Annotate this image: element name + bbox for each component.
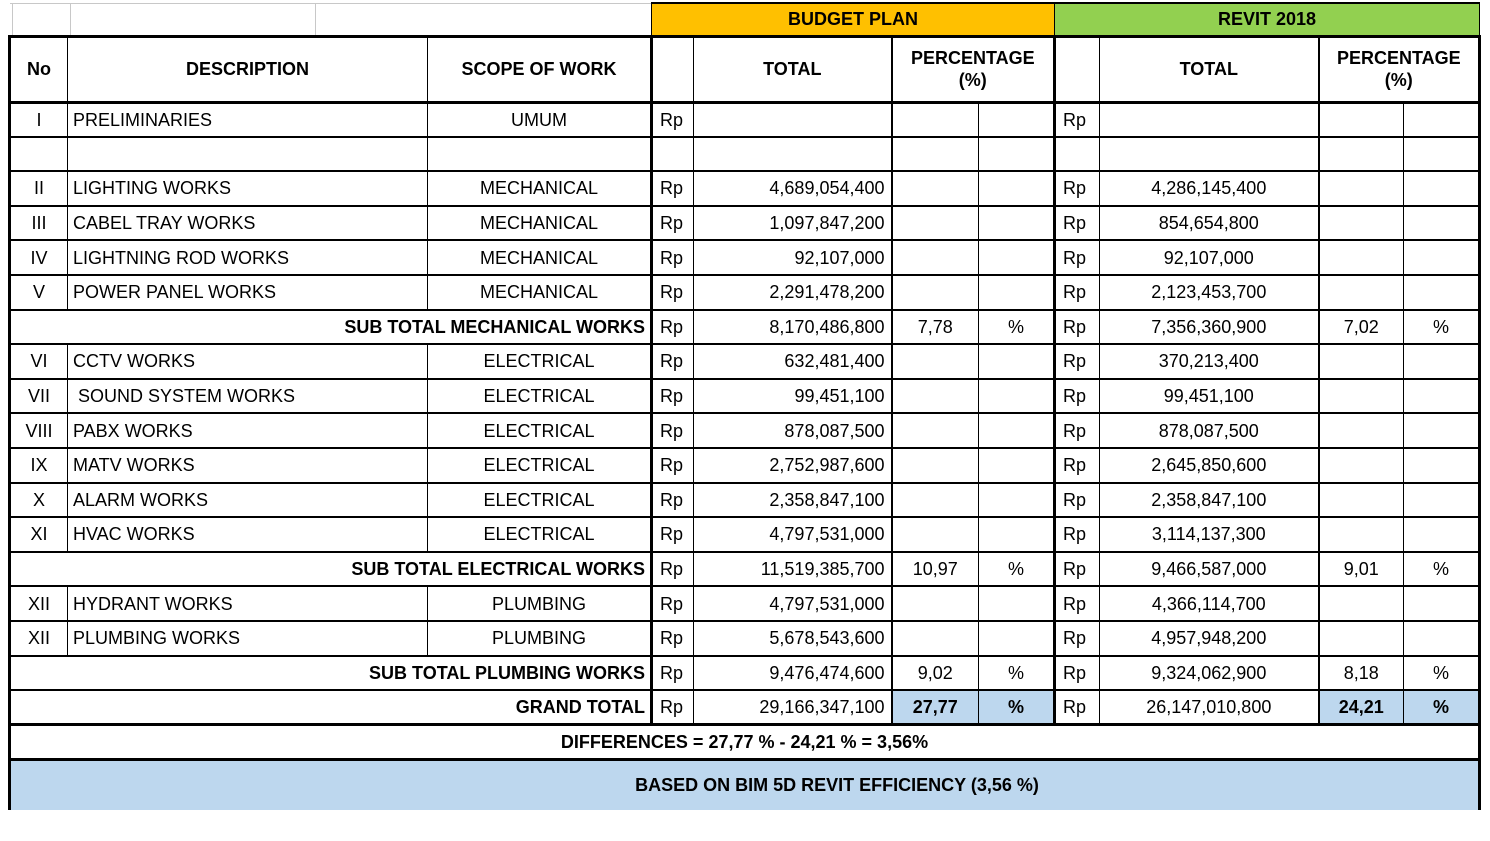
description-cell: PLUMBING WORKS [68, 621, 428, 656]
revit-total-cell: 4,366,114,700 [1100, 586, 1319, 621]
description-cell: LIGHTNING ROD WORKS [68, 240, 428, 275]
revit-percent-sign-cell: % [1404, 690, 1480, 725]
revit-percent-sign-cell [1404, 621, 1480, 656]
revit-currency-cell: Rp [1055, 656, 1100, 691]
table-row [10, 448, 1480, 483]
table-row [10, 413, 1480, 448]
budget-total-cell: 1,097,847,200 [694, 206, 892, 241]
budget-percent-sign-cell [979, 137, 1055, 172]
budget-currency-cell: Rp [652, 171, 694, 206]
revit-total-cell: 2,358,847,100 [1100, 483, 1319, 518]
budget-percentage-cell [892, 483, 979, 518]
revit-percentage-column-header: PERCENTAGE (%) [1319, 36, 1480, 102]
revit-total-cell: 4,286,145,400 [1100, 171, 1319, 206]
footer-banner-row [10, 760, 1480, 810]
revit-total-cell: 878,087,500 [1100, 413, 1319, 448]
revit-percent-sign-cell [1404, 240, 1480, 275]
budget-percentage-cell [892, 586, 979, 621]
revit-total-cell: 9,466,587,000 [1100, 552, 1319, 587]
revit-percentage-cell: 24,21 [1319, 690, 1404, 725]
no-cell: IV [10, 240, 68, 275]
budget-currency-cell: Rp [652, 413, 694, 448]
table-row [10, 621, 1480, 656]
description-cell: MATV WORKS [68, 448, 428, 483]
scope-cell: UMUM [428, 102, 652, 137]
revit-currency-cell: Rp [1055, 275, 1100, 310]
budget-total-cell: 8,170,486,800 [694, 310, 892, 345]
budget-percentage-cell: 27,77 [892, 690, 979, 725]
revit-percent-sign-cell [1404, 137, 1480, 172]
budget-total-cell: 11,519,385,700 [694, 552, 892, 587]
table-row [10, 275, 1480, 310]
revit-percentage-cell [1319, 379, 1404, 414]
revit-percentage-cell [1319, 621, 1404, 656]
table-row [10, 171, 1480, 206]
revit-percentage-cell [1319, 586, 1404, 621]
budget-currency-cell: Rp [652, 690, 694, 725]
no-column-header: No [10, 36, 68, 102]
revit-percent-sign-cell [1404, 379, 1480, 414]
scope-cell: ELECTRICAL [428, 344, 652, 379]
budget-currency-cell: Rp [652, 206, 694, 241]
revit-percent-sign-cell [1404, 413, 1480, 448]
revit-percent-sign-cell [1404, 344, 1480, 379]
revit-percentage-cell [1319, 137, 1404, 172]
revit-currency-cell: Rp [1055, 310, 1100, 345]
description-cell: SOUND SYSTEM WORKS [68, 379, 428, 414]
budget-percentage-column-header: PERCENTAGE (%) [892, 36, 1055, 102]
budget-currency-cell: Rp [652, 102, 694, 137]
spreadsheet-empty-area [10, 3, 652, 36]
scope-cell: ELECTRICAL [428, 379, 652, 414]
revit-currency-cell: Rp [1055, 586, 1100, 621]
budget-percentage-cell [892, 621, 979, 656]
budget-currency-cell: Rp [652, 240, 694, 275]
revit-percentage-cell: 7,02 [1319, 310, 1404, 345]
budget-currency-cell: Rp [652, 621, 694, 656]
revit-percentage-cell [1319, 448, 1404, 483]
description-column-header: DESCRIPTION [68, 36, 428, 102]
revit-percentage-cell [1319, 344, 1404, 379]
revit-percent-sign-cell [1404, 102, 1480, 137]
subtotal-row [10, 310, 1480, 345]
scope-cell: ELECTRICAL [428, 448, 652, 483]
revit-total-cell: 854,654,800 [1100, 206, 1319, 241]
budget-total-cell: 5,678,543,600 [694, 621, 892, 656]
revit-total-cell [1100, 137, 1319, 172]
description-cell: HVAC WORKS [68, 517, 428, 552]
budget-percentage-cell [892, 275, 979, 310]
scope-cell: PLUMBING [428, 586, 652, 621]
description-cell: ALARM WORKS [68, 483, 428, 518]
revit-percent-sign-cell [1404, 206, 1480, 241]
subtotal-row [10, 552, 1480, 587]
no-cell: XII [10, 621, 68, 656]
revit-currency-cell: Rp [1055, 102, 1100, 137]
budget-percentage-cell [892, 517, 979, 552]
description-cell: CCTV WORKS [68, 344, 428, 379]
budget-percent-sign-cell [979, 171, 1055, 206]
description-cell: LIGHTING WORKS [68, 171, 428, 206]
section-label-cell: SUB TOTAL ELECTRICAL WORKS [10, 552, 652, 587]
scope-cell: ELECTRICAL [428, 413, 652, 448]
budget-total-cell: 29,166,347,100 [694, 690, 892, 725]
section-label-cell: SUB TOTAL MECHANICAL WORKS [10, 310, 652, 345]
budget-total-cell: 4,797,531,000 [694, 517, 892, 552]
differences-text: DIFFERENCES = 27,77 % - 24,21 % = 3,56% [10, 725, 1480, 760]
budget-percentage-cell [892, 102, 979, 137]
budget-plan-header: BUDGET PLAN [652, 3, 1055, 36]
scope-column-header: SCOPE OF WORK [428, 36, 652, 102]
budget-total-cell: 4,797,531,000 [694, 586, 892, 621]
revit-total-column-header: TOTAL [1100, 36, 1319, 102]
revit-percent-sign-cell: % [1404, 310, 1480, 345]
revit-currency-cell: Rp [1055, 344, 1100, 379]
budget-currency-cell: Rp [652, 310, 694, 345]
budget-total-cell [694, 102, 892, 137]
budget-percent-sign-cell [979, 413, 1055, 448]
revit-currency-cell: Rp [1055, 206, 1100, 241]
budget-total-cell: 2,358,847,100 [694, 483, 892, 518]
budget-percent-sign-cell: % [979, 656, 1055, 691]
budget-percentage-cell [892, 206, 979, 241]
no-cell: I [10, 102, 68, 137]
scope-cell: ELECTRICAL [428, 483, 652, 518]
budget-currency-cell: Rp [652, 552, 694, 587]
budget-percent-sign-cell: % [979, 552, 1055, 587]
no-cell: VIII [10, 413, 68, 448]
budget-total-column-header: TOTAL [694, 36, 892, 102]
no-cell: X [10, 483, 68, 518]
budget-currency-cell: Rp [652, 483, 694, 518]
differences-row [10, 725, 1480, 760]
budget-percentage-cell [892, 137, 979, 172]
revit-percent-sign-cell [1404, 448, 1480, 483]
table-body [10, 102, 1480, 725]
revit-percent-sign-cell [1404, 483, 1480, 518]
revit-total-cell: 2,645,850,600 [1100, 448, 1319, 483]
subtotal-row [10, 656, 1480, 691]
revit-total-cell: 3,114,137,300 [1100, 517, 1319, 552]
scope-cell: PLUMBING [428, 621, 652, 656]
budget-percent-sign-cell [979, 240, 1055, 275]
revit-percentage-cell [1319, 413, 1404, 448]
revit-total-cell: 2,123,453,700 [1100, 275, 1319, 310]
revit-currency-cell: Rp [1055, 413, 1100, 448]
revit-currency-cell: Rp [1055, 621, 1100, 656]
table-footer [10, 725, 1480, 810]
revit-currency-cell: Rp [1055, 552, 1100, 587]
revit-currency-cell: Rp [1055, 483, 1100, 518]
revit-percent-sign-cell [1404, 517, 1480, 552]
revit-total-cell: 4,957,948,200 [1100, 621, 1319, 656]
scope-cell: MECHANICAL [428, 275, 652, 310]
revit-percentage-cell [1319, 171, 1404, 206]
revit-currency-cell: Rp [1055, 240, 1100, 275]
revit-currency-cell: Rp [1055, 448, 1100, 483]
table-row [10, 483, 1480, 518]
budget-total-cell: 878,087,500 [694, 413, 892, 448]
budget-percent-sign-cell [979, 517, 1055, 552]
budget-currency-cell: Rp [652, 379, 694, 414]
section-label-cell: SUB TOTAL PLUMBING WORKS [10, 656, 652, 691]
table-row [10, 586, 1480, 621]
budget-total-cell: 92,107,000 [694, 240, 892, 275]
revit-percentage-cell [1319, 483, 1404, 518]
description-cell: PRELIMINARIES [68, 102, 428, 137]
revit-currency-cell: Rp [1055, 171, 1100, 206]
budget-percent-sign-cell [979, 275, 1055, 310]
revit-percentage-cell: 9,01 [1319, 552, 1404, 587]
footer-banner-text: BASED ON BIM 5D REVIT EFFICIENCY (3,56 %) [10, 760, 1480, 810]
plan-header-row [10, 3, 1480, 36]
budget-percentage-cell [892, 344, 979, 379]
budget-currency-column-header [652, 36, 694, 102]
revit-currency-cell: Rp [1055, 690, 1100, 725]
description-cell: PABX WORKS [68, 413, 428, 448]
budget-total-cell [694, 137, 892, 172]
revit-percent-sign-cell [1404, 275, 1480, 310]
table-row [10, 240, 1480, 275]
budget-total-cell: 9,476,474,600 [694, 656, 892, 691]
budget-percentage-cell [892, 379, 979, 414]
budget-percentage-cell [892, 448, 979, 483]
budget-percentage-cell [892, 240, 979, 275]
budget-percentage-cell [892, 171, 979, 206]
revit-total-cell [1100, 102, 1319, 137]
table-row [10, 102, 1480, 137]
scope-cell [428, 137, 652, 172]
revit-percent-sign-cell: % [1404, 552, 1480, 587]
revit-total-cell: 92,107,000 [1100, 240, 1319, 275]
revit-percent-sign-cell [1404, 171, 1480, 206]
budget-currency-cell: Rp [652, 275, 694, 310]
budget-total-cell: 2,291,478,200 [694, 275, 892, 310]
revit-currency-column-header [1055, 36, 1100, 102]
budget-currency-cell: Rp [652, 344, 694, 379]
budget-percent-sign-cell [979, 344, 1055, 379]
table-row [10, 344, 1480, 379]
revit-currency-cell: Rp [1055, 379, 1100, 414]
table-row [10, 379, 1480, 414]
scope-cell: MECHANICAL [428, 240, 652, 275]
budget-total-cell: 4,689,054,400 [694, 171, 892, 206]
budget-percentage-cell [892, 413, 979, 448]
revit-currency-cell [1055, 137, 1100, 172]
revit-percent-sign-cell [1404, 586, 1480, 621]
table-row [10, 517, 1480, 552]
budget-percent-sign-cell [979, 448, 1055, 483]
revit-percentage-cell [1319, 206, 1404, 241]
scope-cell: MECHANICAL [428, 206, 652, 241]
budget-percent-sign-cell: % [979, 690, 1055, 725]
scope-cell: MECHANICAL [428, 171, 652, 206]
empty-row [10, 137, 1480, 172]
budget-percent-sign-cell [979, 621, 1055, 656]
budget-currency-cell: Rp [652, 448, 694, 483]
budget-percent-sign-cell: % [979, 310, 1055, 345]
budget-percent-sign-cell [979, 379, 1055, 414]
budget-currency-cell [652, 137, 694, 172]
budget-percentage-cell: 9,02 [892, 656, 979, 691]
budget-currency-cell: Rp [652, 517, 694, 552]
grand-row [10, 690, 1480, 725]
revit-percentage-cell [1319, 275, 1404, 310]
budget-percentage-cell: 10,97 [892, 552, 979, 587]
budget-total-cell: 632,481,400 [694, 344, 892, 379]
scope-cell: ELECTRICAL [428, 517, 652, 552]
revit-percentage-cell: 8,18 [1319, 656, 1404, 691]
revit-total-cell: 370,213,400 [1100, 344, 1319, 379]
budget-comparison-table [8, 2, 1481, 810]
revit-percentage-cell [1319, 240, 1404, 275]
no-cell: II [10, 171, 68, 206]
budget-total-cell: 99,451,100 [694, 379, 892, 414]
revit-2018-header: REVIT 2018 [1055, 3, 1480, 36]
no-cell [10, 137, 68, 172]
no-cell: IX [10, 448, 68, 483]
no-cell: V [10, 275, 68, 310]
revit-total-cell: 9,324,062,900 [1100, 656, 1319, 691]
revit-total-cell: 26,147,010,800 [1100, 690, 1319, 725]
no-cell: XI [10, 517, 68, 552]
no-cell: VI [10, 344, 68, 379]
description-cell: HYDRANT WORKS [68, 586, 428, 621]
description-cell: POWER PANEL WORKS [68, 275, 428, 310]
budget-currency-cell: Rp [652, 656, 694, 691]
budget-percent-sign-cell [979, 586, 1055, 621]
revit-percentage-cell [1319, 102, 1404, 137]
revit-percentage-cell [1319, 517, 1404, 552]
revit-currency-cell: Rp [1055, 517, 1100, 552]
column-header-row [10, 36, 1480, 102]
no-cell: VII [10, 379, 68, 414]
section-label-cell: GRAND TOTAL [10, 690, 652, 725]
revit-total-cell: 99,451,100 [1100, 379, 1319, 414]
description-cell [68, 137, 428, 172]
budget-total-cell: 2,752,987,600 [694, 448, 892, 483]
revit-total-cell: 7,356,360,900 [1100, 310, 1319, 345]
table-row [10, 206, 1480, 241]
budget-percent-sign-cell [979, 206, 1055, 241]
revit-percent-sign-cell: % [1404, 656, 1480, 691]
budget-currency-cell: Rp [652, 586, 694, 621]
budget-percent-sign-cell [979, 483, 1055, 518]
description-cell: CABEL TRAY WORKS [68, 206, 428, 241]
budget-percent-sign-cell [979, 102, 1055, 137]
no-cell: XII [10, 586, 68, 621]
no-cell: III [10, 206, 68, 241]
budget-percentage-cell: 7,78 [892, 310, 979, 345]
